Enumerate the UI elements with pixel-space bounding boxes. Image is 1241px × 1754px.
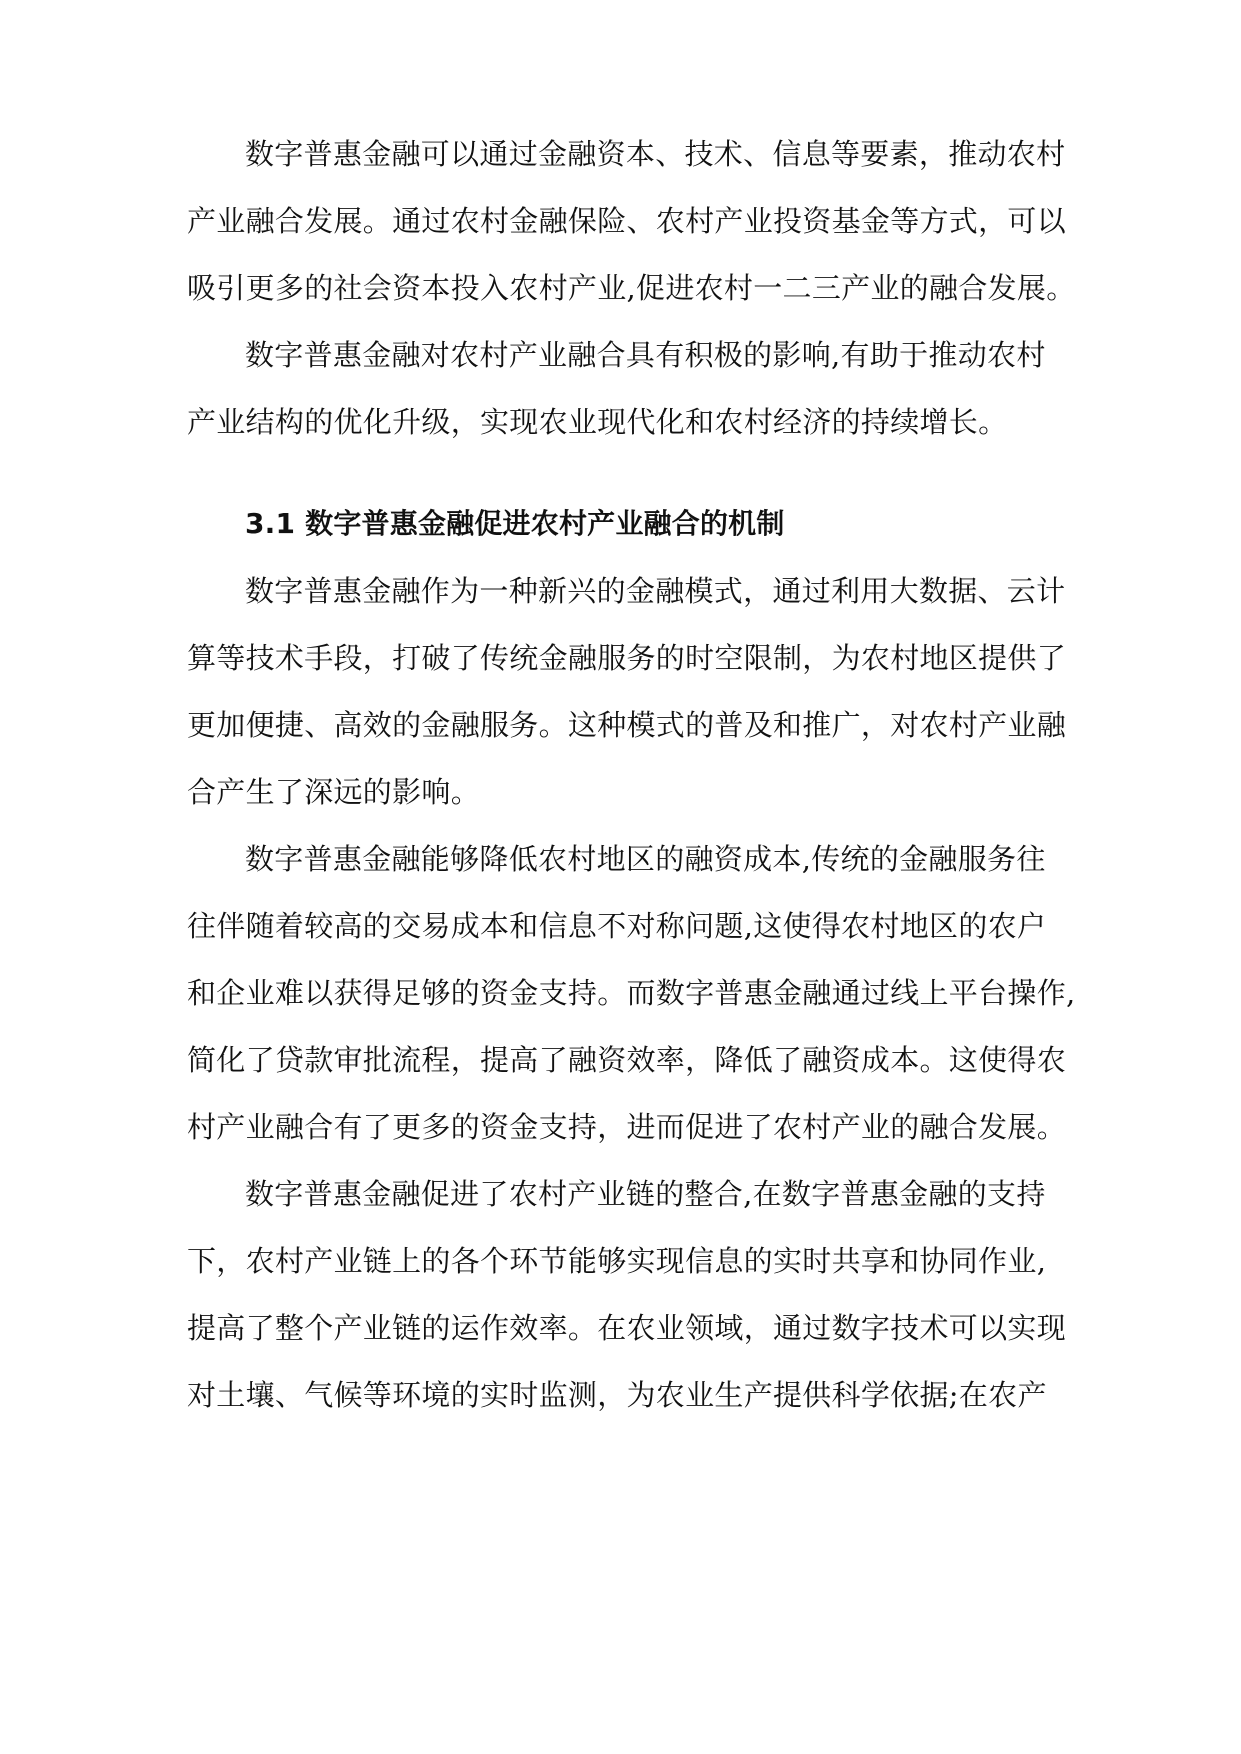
- paragraph-line: 数字普惠金融作为一种新兴的金融模式，通过利用大数据、云计: [245, 574, 1066, 608]
- paragraph-line: 下，农村产业链上的各个环节能够实现信息的实时共享和协同作业,: [187, 1244, 1047, 1278]
- paragraph-line: 村产业融合有了更多的资金支持，进而促进了农村产业的融合发展。: [187, 1110, 1067, 1144]
- paragraph-line: 往伴随着较高的交易成本和信息不对称问题,这使得农村地区的农户: [187, 909, 1047, 943]
- paragraph-line: 对土壤、气候等环境的实时监测，为农业生产提供科学依据;在农产: [187, 1378, 1047, 1412]
- paragraph-line: 产业结构的优化升级，实现农业现代化和农村经济的持续增长。: [187, 405, 1008, 439]
- paragraph-line: 提高了整个产业链的运作效率。在农业领域，通过数字技术可以实现: [187, 1311, 1067, 1345]
- paragraph-line: 算等技术手段，打破了传统金融服务的时空限制，为农村地区提供了: [187, 641, 1067, 675]
- paragraph-line: 数字普惠金融对农村产业融合具有积极的影响,有助于推动农村: [245, 338, 1046, 372]
- paragraph-line: 和企业难以获得足够的资金支持。而数字普惠金融通过线上平台操作,: [187, 976, 1076, 1010]
- section-heading: 3.1 数字普惠金融促进农村产业融合的机制: [245, 507, 785, 540]
- paragraph-line: 合产生了深远的影响。: [187, 775, 481, 809]
- paragraph-line: 吸引更多的社会资本投入农村产业,促进农村一二三产业的融合发展。: [187, 271, 1076, 305]
- paragraph-line: 数字普惠金融促进了农村产业链的整合,在数字普惠金融的支持: [245, 1177, 1046, 1211]
- paragraph-line: 数字普惠金融能够降低农村地区的融资成本,传统的金融服务往: [245, 842, 1046, 876]
- paragraph-line: 简化了贷款审批流程，提高了融资效率，降低了融资成本。这使得农: [187, 1043, 1067, 1077]
- paragraph-line: 更加便捷、高效的金融服务。这种模式的普及和推广，对农村产业融: [187, 708, 1067, 742]
- paragraph-line: 产业融合发展。通过农村金融保险、农村产业投资基金等方式，可以: [187, 204, 1067, 238]
- paragraph-line: 数字普惠金融可以通过金融资本、技术、信息等要素，推动农村: [245, 137, 1066, 171]
